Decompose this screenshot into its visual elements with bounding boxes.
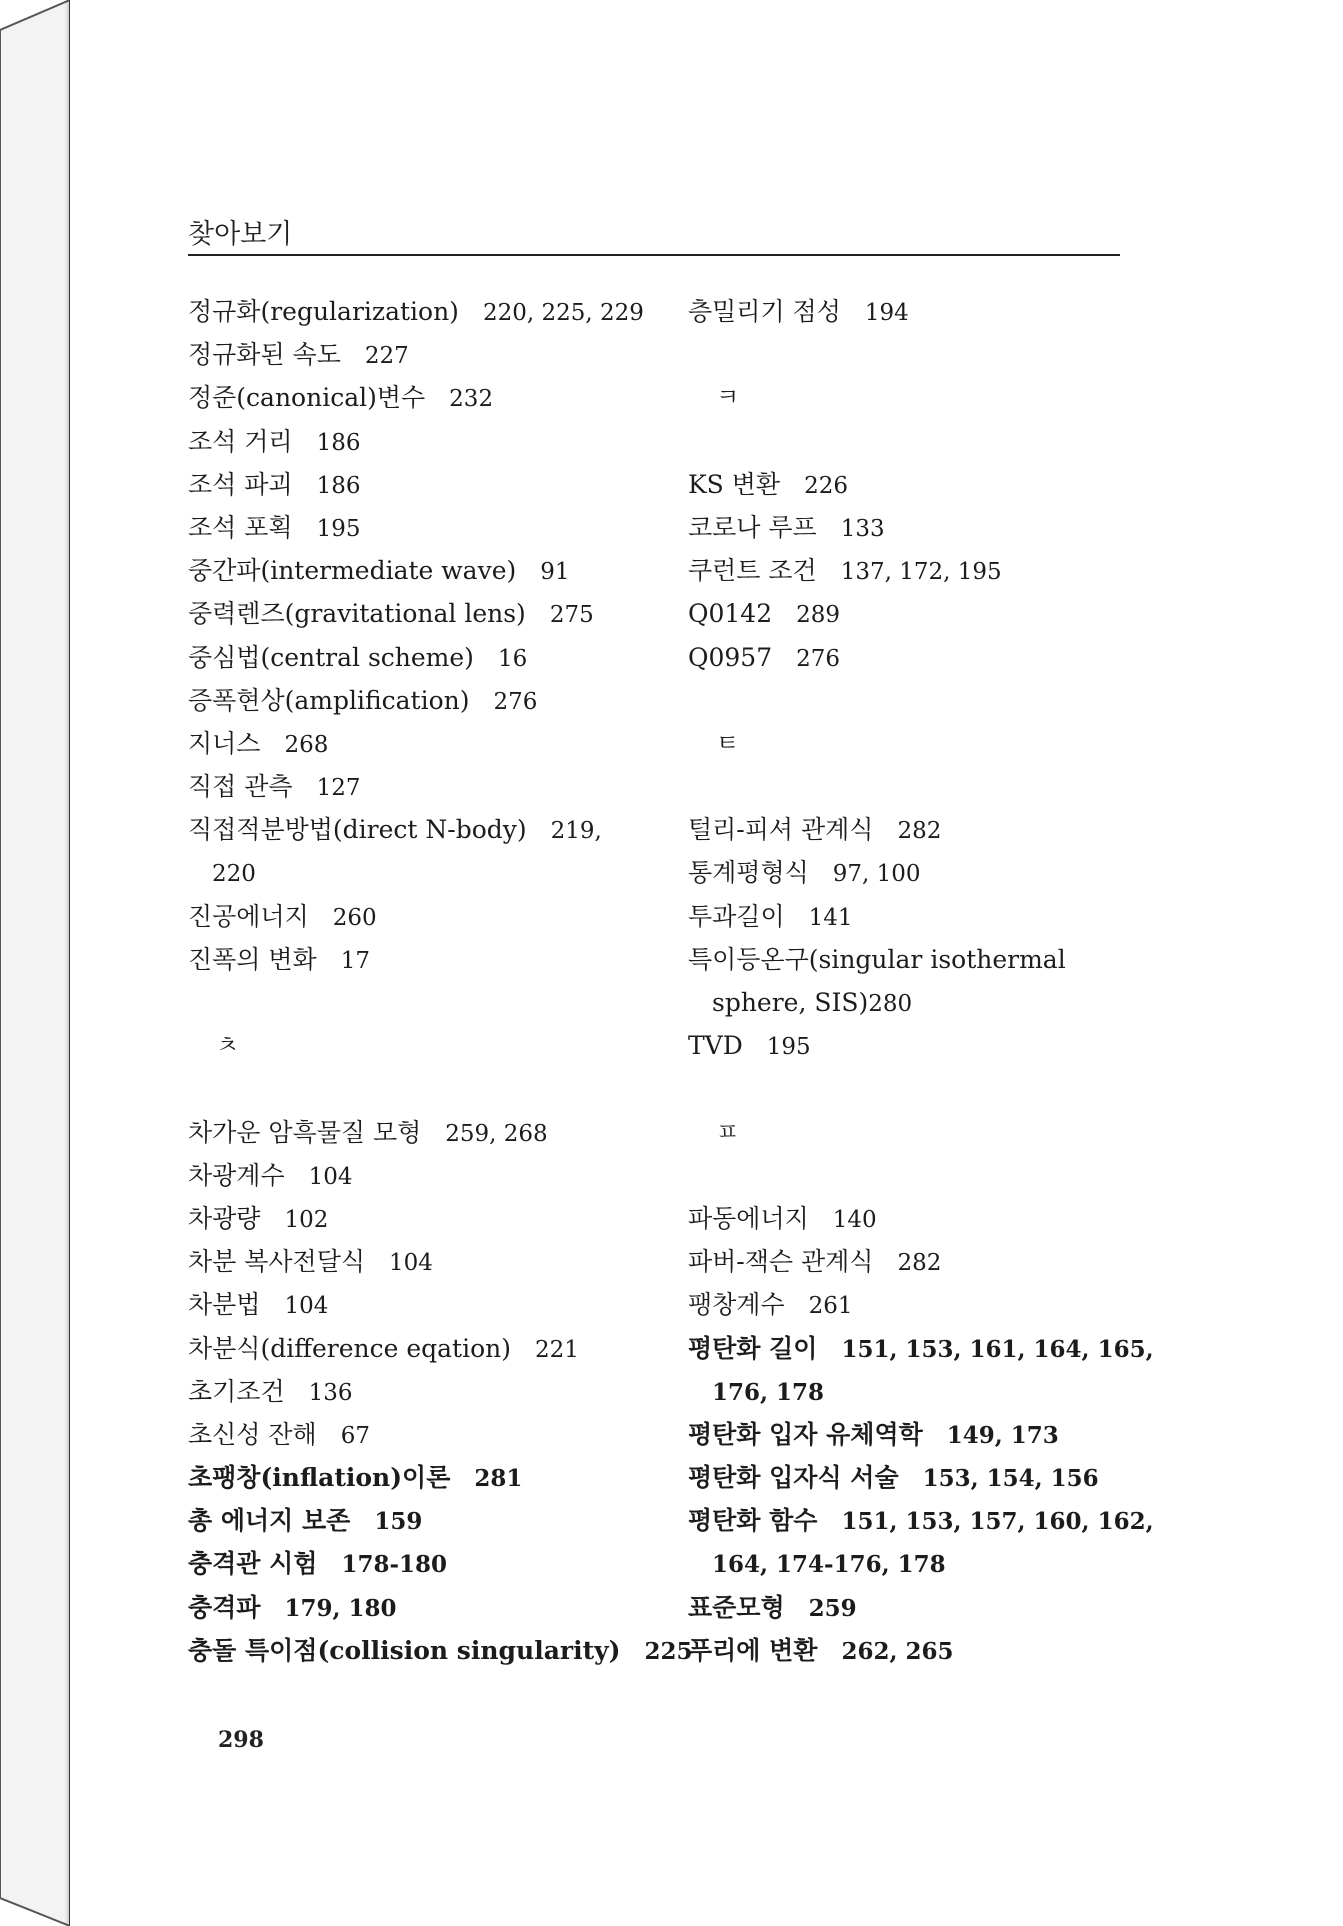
index-entry xyxy=(188,506,668,549)
index-entry xyxy=(688,1197,1168,1240)
index-pages: 179, 180 xyxy=(284,1594,397,1622)
index-entry xyxy=(188,1197,668,1240)
section-letter: ㅋ xyxy=(716,383,740,412)
index-pages: 195 xyxy=(316,515,361,542)
index-term: 평탄화 길이 xyxy=(688,1333,818,1363)
blank-line xyxy=(688,1067,1168,1110)
index-term: 평탄화 함수 xyxy=(688,1506,818,1536)
index-term: 정규화(regularization) xyxy=(188,297,459,326)
index-term: 표준모형 xyxy=(688,1592,785,1622)
index-term: 충돌 특이점(collision singularity) xyxy=(188,1635,621,1665)
index-pages: 140 xyxy=(832,1206,877,1233)
index-entry xyxy=(688,1283,1168,1326)
index-entry xyxy=(688,1629,1168,1672)
index-entry xyxy=(188,1499,668,1542)
index-term: 통계평형식 xyxy=(688,858,809,888)
index-pages: 219, xyxy=(550,818,602,845)
index-term: 차분 복사전달식 xyxy=(188,1247,365,1277)
index-term: 총 에너지 보존 xyxy=(188,1506,351,1536)
index-entry xyxy=(188,851,668,894)
index-pages: 176, 178 xyxy=(712,1378,825,1406)
index-entry xyxy=(688,1499,1168,1542)
index-entry xyxy=(688,592,1168,635)
section-letter: ㅌ xyxy=(716,728,740,757)
index-entry xyxy=(688,938,1168,981)
index-term: 투과길이 xyxy=(688,901,785,931)
index-pages: 178-180 xyxy=(341,1551,448,1579)
index-entry xyxy=(188,1629,693,1672)
index-entry xyxy=(188,1370,668,1413)
index-column-left xyxy=(188,290,693,1672)
index-term: sphere, SIS) xyxy=(712,988,869,1017)
index-entry xyxy=(688,549,1168,592)
index-term: 초신성 잔해 xyxy=(188,1419,317,1449)
index-pages: 102 xyxy=(284,1206,329,1233)
page-header-title: 찾아보기 xyxy=(188,219,293,250)
index-term: 직접적분방법(direct N-body) xyxy=(188,815,527,845)
index-entry xyxy=(688,1456,1168,1499)
index-pages: 149, 173 xyxy=(946,1421,1059,1449)
blank-line xyxy=(688,1154,1168,1197)
index-pages: 194 xyxy=(864,300,909,326)
index-entry xyxy=(688,1586,1168,1629)
index-pages: 97, 100 xyxy=(832,861,921,888)
index-term: 차광량 xyxy=(188,1203,261,1233)
index-pages: 104 xyxy=(284,1293,329,1320)
index-entry xyxy=(188,333,668,376)
index-entry xyxy=(188,1283,668,1326)
index-entry xyxy=(188,765,668,808)
index-term: 푸리에 변환 xyxy=(688,1635,818,1665)
index-pages: 151, 153, 157, 160, 162, xyxy=(841,1508,1154,1536)
index-entry xyxy=(188,1542,668,1585)
index-entry xyxy=(188,895,668,938)
index-entry xyxy=(188,290,668,333)
index-entry xyxy=(688,1542,1168,1585)
index-pages: 289 xyxy=(796,602,841,629)
index-entry xyxy=(188,1456,668,1499)
index-pages: 220 xyxy=(212,861,256,888)
index-term: 충격파 xyxy=(188,1592,261,1622)
index-term: 조석 파괴 xyxy=(188,469,293,499)
index-pages: 260 xyxy=(332,904,377,931)
blank-line xyxy=(188,1067,668,1110)
index-column-right xyxy=(688,290,1168,1672)
blank-line xyxy=(688,333,1168,376)
index-term: 차광계수 xyxy=(188,1160,285,1190)
index-entry xyxy=(188,679,668,722)
index-entry xyxy=(688,1370,1168,1413)
index-term: 진공에너지 xyxy=(188,901,309,931)
index-entry xyxy=(688,290,1168,333)
index-term: 쿠런트 조건 xyxy=(688,556,817,586)
index-term: 차분식(difference eqation) xyxy=(188,1333,511,1363)
index-term: 평탄화 입자식 서술 xyxy=(688,1463,899,1493)
index-pages: 127 xyxy=(316,775,361,802)
index-entry xyxy=(188,808,668,851)
index-entry xyxy=(188,376,668,419)
index-pages: 17 xyxy=(340,947,370,974)
index-entry xyxy=(688,1413,1168,1456)
index-pages: 104 xyxy=(308,1163,353,1190)
index-term: Q0957 xyxy=(688,642,773,672)
index-entry xyxy=(188,938,668,981)
index-pages: 151, 153, 161, 164, 165, xyxy=(841,1335,1154,1363)
index-entry xyxy=(188,1154,668,1197)
index-pages: 16 xyxy=(497,645,528,672)
index-term: 진폭의 변화 xyxy=(188,944,317,974)
index-pages: 276 xyxy=(493,688,538,715)
index-term: 초팽창(inflation)이론 xyxy=(188,1463,451,1493)
index-term: 초기조건 xyxy=(188,1376,285,1406)
index-pages: 280 xyxy=(868,991,913,1017)
index-pages: 67 xyxy=(340,1422,370,1449)
index-pages: 268 xyxy=(284,731,329,758)
section-letter: ㅊ xyxy=(216,1031,240,1060)
page-number: 298 xyxy=(218,1727,264,1753)
index-entry xyxy=(688,463,1168,506)
index-entry xyxy=(688,895,1168,938)
index-entry xyxy=(188,463,668,506)
index-pages: 259, 268 xyxy=(445,1120,548,1147)
index-entry xyxy=(688,636,1168,679)
index-pages: 276 xyxy=(796,645,841,672)
index-entry xyxy=(188,1413,668,1456)
index-term: 중심법(central scheme) xyxy=(188,642,474,672)
blank-line xyxy=(188,981,668,1024)
index-entry xyxy=(188,1586,668,1629)
index-term: 증폭현상(amplification) xyxy=(188,685,470,715)
index-term: TVD xyxy=(688,1031,743,1061)
section-letter: ㅍ xyxy=(716,1117,740,1146)
index-pages: 133 xyxy=(840,515,885,542)
index-entry xyxy=(188,420,668,463)
index-pages: 220, 225, 229 xyxy=(482,300,644,326)
index-pages: 136 xyxy=(308,1379,353,1406)
index-term: 충격관 시험 xyxy=(188,1549,318,1579)
index-term: 직접 관측 xyxy=(188,772,293,802)
index-pages: 282 xyxy=(897,818,942,845)
index-term: 층밀리기 점성 xyxy=(688,297,841,326)
index-pages: 164, 174-176, 178 xyxy=(712,1551,946,1579)
index-term: 정준(canonical)변수 xyxy=(188,383,426,413)
index-term: 조석 거리 xyxy=(188,426,293,456)
index-term: 중간파(intermediate wave) xyxy=(188,556,517,586)
index-entry xyxy=(188,1240,668,1283)
index-entry xyxy=(188,1327,668,1370)
index-pages: 195 xyxy=(766,1034,811,1061)
index-pages: 227 xyxy=(364,343,409,370)
index-entry xyxy=(688,808,1168,851)
index-term: 정규화된 속도 xyxy=(188,340,341,370)
index-pages: 282 xyxy=(897,1250,942,1277)
index-term: 파버-잭슨 관계식 xyxy=(688,1247,874,1277)
index-term: 털리-피셔 관계식 xyxy=(688,815,874,845)
index-pages: 232 xyxy=(449,386,494,413)
index-entry xyxy=(188,722,668,765)
blank-line xyxy=(688,679,1168,722)
index-pages: 141 xyxy=(808,904,853,931)
index-pages: 153, 154, 156 xyxy=(922,1465,1099,1493)
index-term: 팽창계수 xyxy=(688,1290,785,1320)
index-entry xyxy=(688,1024,1168,1067)
index-entry xyxy=(688,1327,1168,1370)
index-term: 특이등온구(singular isothermal xyxy=(688,944,1066,974)
index-pages: 186 xyxy=(316,472,361,499)
index-entry xyxy=(688,1240,1168,1283)
index-pages: 104 xyxy=(389,1250,433,1277)
index-pages: 259 xyxy=(808,1594,857,1622)
index-entry xyxy=(188,1111,668,1154)
index-term: Q0142 xyxy=(688,599,773,629)
index-entry xyxy=(688,851,1168,894)
index-term: 평탄화 입자 유체역학 xyxy=(688,1419,923,1449)
index-pages: 221 xyxy=(535,1336,579,1363)
index-pages: 281 xyxy=(474,1465,523,1493)
index-entry xyxy=(688,981,1168,1024)
index-pages: 275 xyxy=(549,602,594,629)
index-term: 코로나 루프 xyxy=(688,512,817,542)
header-rule xyxy=(188,254,1120,256)
index-term: 중력렌즈(gravitational lens) xyxy=(188,599,526,629)
index-term: 차분법 xyxy=(188,1290,261,1320)
index-pages: 262, 265 xyxy=(841,1637,954,1665)
index-term: 지너스 xyxy=(188,728,261,758)
index-entry xyxy=(188,592,668,635)
index-term: 차가운 암흑물질 모형 xyxy=(188,1117,422,1147)
index-term: 파동에너지 xyxy=(688,1203,809,1233)
index-term: 조석 포획 xyxy=(188,512,293,542)
index-pages: 186 xyxy=(316,429,361,456)
index-entry xyxy=(688,506,1168,549)
index-pages: 91 xyxy=(540,559,570,586)
blank-line xyxy=(688,420,1168,463)
index-entry xyxy=(188,636,668,679)
index-pages: 137, 172, 195 xyxy=(840,559,1002,586)
index-pages: 226 xyxy=(804,472,848,499)
index-pages: 225 xyxy=(644,1637,693,1665)
index-entry xyxy=(188,549,668,592)
index-pages: 261 xyxy=(808,1293,853,1320)
index-term: KS 변환 xyxy=(688,469,781,499)
index-pages: 159 xyxy=(374,1508,423,1536)
blank-line xyxy=(688,765,1168,808)
